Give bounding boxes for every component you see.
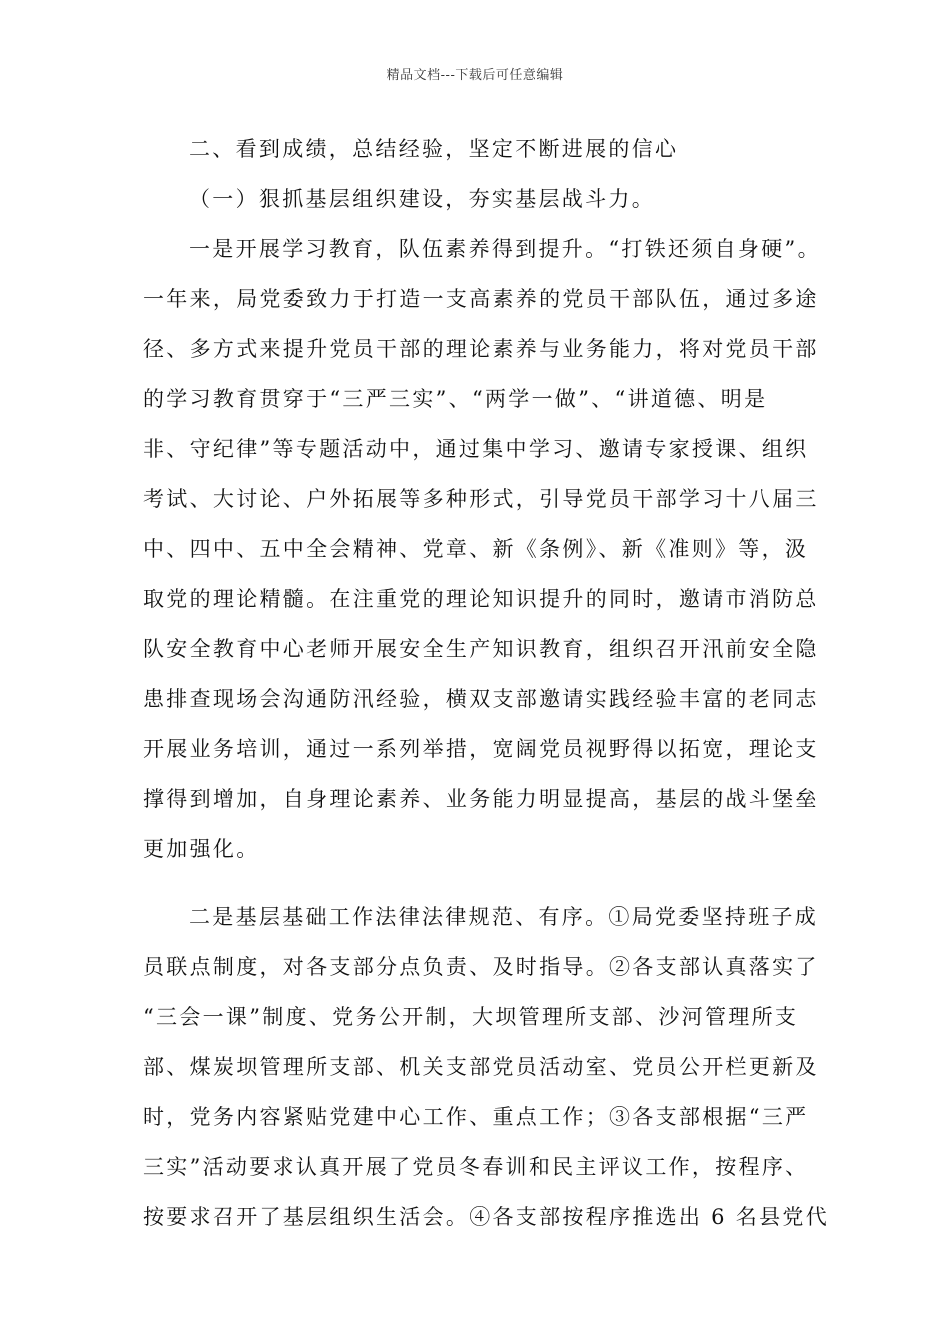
section-heading: 二、看到成绩，总结经验，坚定不断进展的信心 bbox=[189, 137, 679, 161]
paragraph-line: “三会一课”制度、党务公开制，大坝管理所支部、沙河管理所支 bbox=[143, 1005, 799, 1029]
paragraph-spacer bbox=[143, 874, 807, 892]
paragraph-line: 三实”活动要求认真开展了党员冬春训和民主评议工作，按程序、 bbox=[143, 1155, 809, 1179]
sub-heading: （一）狠抓基层组织建设，夯实基层战斗力。 bbox=[189, 187, 655, 211]
paragraph-line: 非、守纪律”等专题活动中，通过集中学习、邀请专家授课、组织 bbox=[143, 437, 809, 461]
paragraph-1 bbox=[143, 224, 821, 874]
paragraph-line: 员联点制度，对各支部分点负责、及时指导。②各支部认真落实了 bbox=[143, 955, 819, 979]
paragraph-line: 撑得到增加，自身理论素养、业务能力明显提高，基层的战斗堡垒 bbox=[143, 787, 819, 811]
paragraph-line: 二是基层基础工作法律法律规范、有序。①局党委坚持班子成 bbox=[189, 905, 819, 929]
paragraph-line: 中、四中、五中全会精神、党章、新《条例》、新《准则》等，汲 bbox=[143, 537, 809, 561]
paragraph-line: 一是开展学习教育，队伍素养得到提升。“打铁还须自身硬”。 bbox=[189, 237, 821, 261]
paragraph-line: 一年来，局党委致力于打造一支高素养的党员干部队伍，通过多途 bbox=[143, 287, 819, 311]
paragraph-line: 部、煤炭坝管理所支部、机关支部党员活动室、党员公开栏更新及 bbox=[143, 1055, 819, 1079]
paragraph-line: 队安全教育中心老师开展安全生产知识教育，组织召开汛前安全隐 bbox=[143, 637, 819, 661]
paragraph-line: 时，党务内容紧贴党建中心工作、重点工作；③各支部根据“三严 bbox=[143, 1105, 809, 1129]
paragraph-line: 的学习教育贯穿于“三严三实”、“两学一做”、“讲道德、明是 bbox=[143, 387, 768, 411]
paragraph-line: 取党的理论精髓。在注重党的理论知识提升的同时，邀请市消防总 bbox=[143, 587, 819, 611]
document-body bbox=[143, 124, 830, 1242]
paragraph-line: 开展业务培训，通过一系列举措，宽阔党员视野得以拓宽，理论支 bbox=[143, 737, 819, 761]
paragraph-line: 考试、大讨论、户外拓展等多种形式，引导党员干部学习十八届三 bbox=[143, 487, 819, 511]
paragraph-2 bbox=[143, 892, 830, 1242]
paragraph-line: 按要求召开了基层组织生活会。④各支部按程序推选出 6 名县党代 bbox=[143, 1205, 830, 1229]
paragraph-line: 径、多方式来提升党员干部的理论素养与业务能力，将对党员干部 bbox=[143, 337, 819, 361]
paragraph-line: 更加强化。 bbox=[143, 837, 260, 861]
paragraph-line: 患排查现场会沟通防汛经验，横双支部邀请实践经验丰富的老同志 bbox=[143, 687, 819, 711]
page-header: 精品文档---下载后可任意编辑 bbox=[386, 68, 564, 83]
